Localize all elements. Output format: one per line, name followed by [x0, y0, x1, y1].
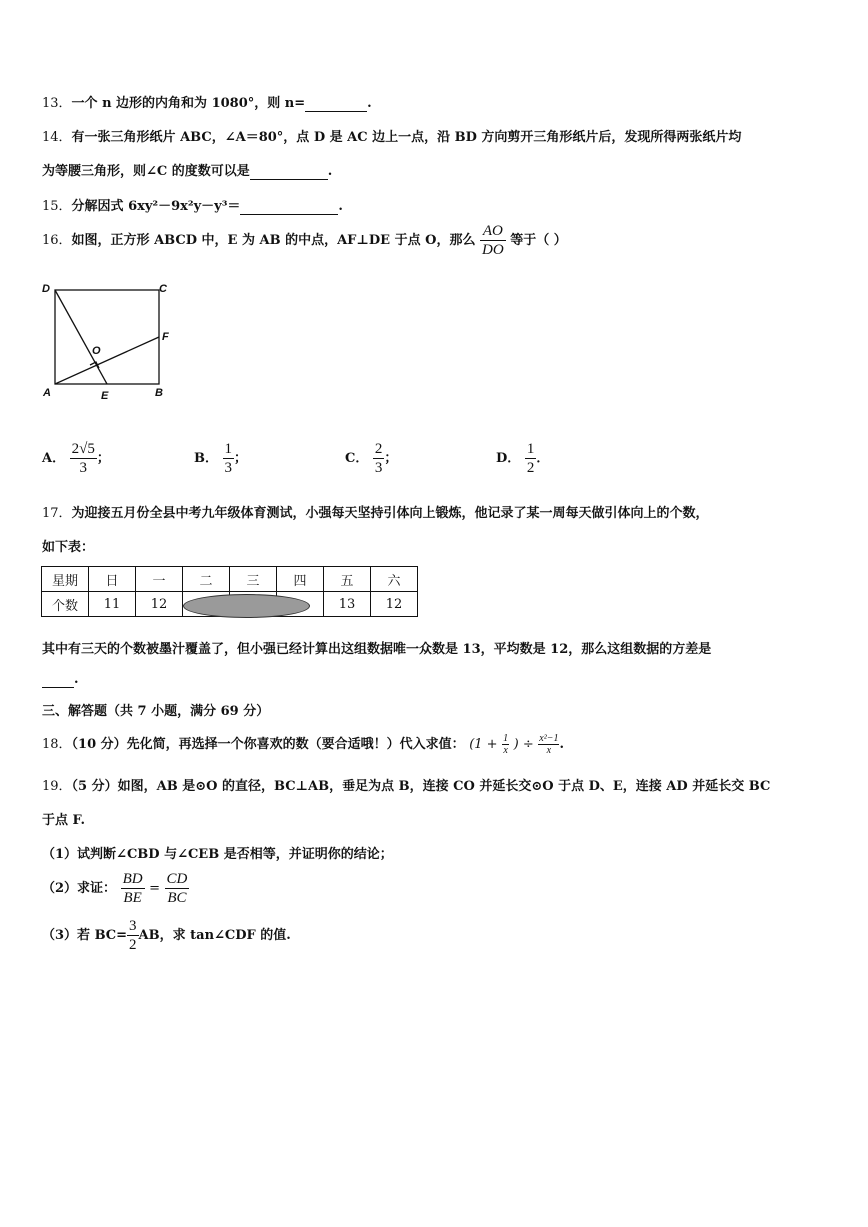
question-text: 分解因式 6xy²－9x²y－y³＝ [71, 199, 241, 214]
question-number: 19． [42, 779, 72, 794]
question-19-part2 [42, 870, 189, 907]
question-18 [42, 733, 564, 756]
table-cell: 11 [89, 592, 136, 617]
question-text: 有一张三角形纸片 ABC，∠A＝80°，点 D 是 AC 边上一点，沿 BD 方向剪开三角形纸片后，发现所得两张纸片均 [71, 130, 742, 145]
question-19-line2 [42, 809, 85, 828]
option-c[interactable]: C． $\frac{2}{3}$ ； [345, 441, 398, 476]
answer-blank [42, 672, 74, 688]
fraction-ao-do: $\frac{AO}{DO}$ [481, 223, 504, 258]
end-mark: . [327, 164, 333, 179]
option-label: B． [194, 451, 218, 466]
question-19-part1: （1）试判断∠CBD 与∠CEB 是否相等，并证明你的结论； [42, 847, 393, 862]
expression-right: ) ÷ [513, 737, 534, 752]
question-19-part3 [42, 917, 291, 954]
option-label: A． [42, 451, 66, 466]
option-label: C． [345, 451, 369, 466]
end-mark: . [367, 96, 372, 111]
label-e: E [101, 390, 109, 400]
question-text: （10 分）先化简，再选择一个你喜欢的数（要合适哦！）代入求值： [71, 737, 465, 752]
question-tail: 等于（ ） [510, 233, 567, 248]
option-fraction: $\frac{2}{3}$ [374, 441, 383, 476]
table-cell: 个数 [42, 592, 89, 617]
option-d[interactable]: D． $\frac{1}{2}$ ． [496, 441, 550, 476]
label-f: F [162, 331, 169, 343]
question-17-line1 [42, 502, 709, 521]
option-fraction: $\frac{1}{3}$ [224, 441, 233, 476]
table-cell: 四 [277, 567, 324, 592]
part-label: （3）若 BC= [42, 928, 128, 943]
question-number: 13． [42, 96, 72, 111]
fraction-cd-bc: $\frac{CD}{BC}$ [166, 871, 188, 906]
question-17-line4 [42, 672, 79, 688]
question-number: 15． [42, 199, 72, 214]
part-label: （2）求证： [42, 881, 117, 896]
question-text: 其中有三天的个数被墨汁覆盖了，但小强已经计算出这组数据唯一众数是 13，平均数是 12，那么这组数据的方差是 [42, 642, 712, 657]
option-label: D． [496, 451, 521, 466]
segment-af [55, 337, 159, 384]
equals-sign: = [149, 881, 161, 896]
answer-blank [305, 96, 367, 112]
square-figure [40, 280, 180, 400]
question-number: 16． [42, 233, 72, 248]
question-14-line2 [42, 160, 332, 180]
answer-blank [250, 164, 328, 180]
label-o: O [92, 345, 101, 357]
question-text: 为迎接五月份全县中考九年级体育测试，小强每天坚持引体向上锻炼，他记录了某一周每天做引体向上的个数， [71, 506, 709, 521]
fraction-x2-1-over-x: $\frac{\text{x²−1}}{x}$ [539, 733, 559, 756]
question-16 [42, 222, 567, 259]
question-text: 一个 n 边形的内角和为 1080°，则 n= [71, 96, 306, 111]
question-number: 17． [42, 506, 72, 521]
table-cell: 二 [183, 567, 230, 592]
expression-left: (1 + [469, 737, 498, 752]
end-mark: . [338, 199, 343, 214]
table-cell: 三 [230, 567, 277, 592]
question-17-line2 [42, 536, 94, 555]
label-a: A [43, 387, 51, 399]
label-b: B [155, 387, 163, 399]
label-c: C [159, 283, 167, 295]
question-text: 如图，正方形 ABCD 中，E 为 AB 的中点，AF⊥DE 于点 O，那么 [71, 233, 476, 248]
part-text: AB，求 tan∠CDF 的值. [138, 928, 291, 943]
table-cell: 一 [136, 567, 183, 592]
section-heading: 三、解答题（共 7 小题，满分 69 分） [42, 704, 270, 719]
end-mark: . [74, 672, 79, 687]
end-mark: . [559, 737, 564, 752]
question-number: 14． [42, 130, 72, 145]
question-number: 18． [42, 737, 72, 752]
table-cell: 五 [324, 567, 371, 592]
question-text: （5 分）如图，AB 是⊙O 的直径，BC⊥AB，垂足为点 B，连接 CO 并延长交⊙O 于点 D、E，连接 AD 并延长交 BC [71, 779, 771, 794]
question-text: 于点 F. [42, 813, 85, 828]
option-a[interactable]: A． $\frac{2√5}{3}$ ； [42, 441, 110, 476]
table-cell: 12 [371, 592, 418, 617]
fraction-bd-be: $\frac{BD}{BE}$ [122, 871, 143, 906]
answer-blank [240, 199, 338, 215]
question-text: 为等腰三角形，则∠C 的度数可以是 [42, 164, 250, 179]
ink-blot [183, 594, 310, 618]
question-15 [42, 195, 343, 215]
table-cell: 13 [324, 592, 371, 617]
table-cell: 12 [136, 592, 183, 617]
table-cell: 六 [371, 567, 418, 592]
question-13 [42, 92, 372, 112]
label-d: D [42, 283, 50, 295]
question-text: 如下表： [42, 540, 95, 555]
table-row [42, 567, 418, 592]
option-fraction: $\frac{1}{2}$ [526, 441, 535, 476]
option-fraction: $\frac{2√5}{3}$ [71, 441, 95, 476]
square-abcd [55, 290, 159, 384]
fraction-1-over-x: $\frac{1}{x}$ [503, 733, 509, 756]
question-17-line3 [42, 638, 711, 657]
question-19-line1 [42, 775, 770, 794]
fraction-3-2: $\frac{3}{2}$ [129, 918, 137, 953]
option-b[interactable]: B． $\frac{1}{3}$ ； [194, 441, 248, 476]
question-14-line1 [42, 126, 741, 145]
table-cell: 星期 [42, 567, 89, 592]
table-cell: 日 [89, 567, 136, 592]
segment-de [55, 290, 107, 384]
